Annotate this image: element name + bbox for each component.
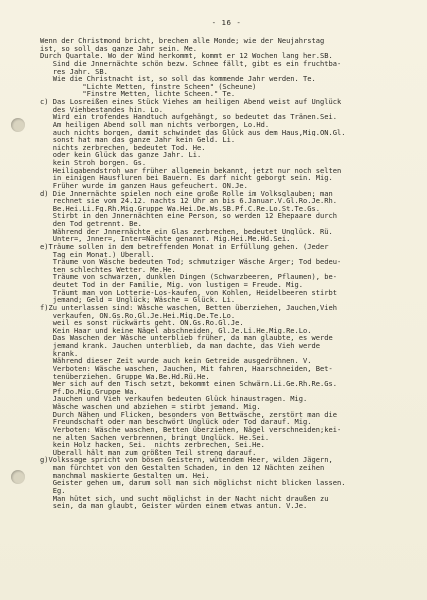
text-line: man fürchtet von den Gestalten Schaden, in den 12 Nächten zeihen: [40, 464, 325, 472]
text-line: Träume von Wäsche bedeuten Tod; schmutziger Wäsche Ärger; Tod bedeu-: [40, 258, 342, 266]
text-line: deutet Tod in der Familie, Mig. von lustigen = Freude. Mig.: [40, 281, 304, 289]
text-line: g)Volkssage spricht von bösen Geistern, wütendem Heer, wilden Jägern,: [40, 456, 333, 464]
text-line: Wer sich auf den Tisch setzt, bekommt einen Schwärn.Li.Ge.Rh.Re.Gs.: [40, 380, 337, 388]
text-line: ten schlechtes Wetter. Me.He.: [40, 265, 176, 274]
text-line: Früher wurde im ganzen Haus gefeuchert. ON.Je.: [40, 181, 248, 190]
text-line: Wäsche waschen und abziehen = stirbt jemand. Mig.: [40, 403, 261, 411]
text-line: Stirbt in den Jnnernächten eine Person, so werden 12 Ehepaare durch: [40, 212, 337, 220]
text-line: Träume von schwarzen, dunklen Dingen (Schwarzbeeren, Pflaumen), be-: [40, 273, 337, 281]
text-line: Wenn der Christmond bricht, brechen alle Monde; wie der Neujahrstag: [40, 37, 325, 45]
text-line: in einigen Hausfluren bei Bauern. Es darf nicht geborgt sein. Mig.: [40, 174, 333, 182]
text-line: Verboten: Wäsche waschen, Betten überziehen, Nägel verschneiden;kei-: [40, 425, 342, 434]
text-line: "Finstre Metten, lichte Scheen." Te.: [40, 90, 236, 98]
punch-hole: [11, 470, 25, 484]
text-line: nichts zerbrechen, bedeutet Tod. He.: [40, 143, 206, 152]
text-line: kein Stroh borgen. Gs.: [40, 159, 147, 167]
text-line: tenüberziehen. Gruppe Wa.Be.Hd.Rü.He.: [40, 372, 210, 381]
text-line: f)Zu unterlassen sind: Wäsche waschen, Betten überziehen, Jauchen,Vieh: [40, 303, 337, 312]
text-line: jemand; Geld = Unglück; Wäsche = Glück. Li.: [40, 296, 236, 304]
text-line: krank.: [40, 349, 79, 358]
text-line: weil es sonst rückwärts geht. ON.Gs.Ro.Gl.Je.: [40, 319, 244, 327]
page-number: - 16 -: [211, 18, 242, 27]
text-line: sonst hat man das ganze Jahr kein Geld. Li.: [40, 136, 236, 144]
text-line: c) Das Losreißen eines Stück Viehes am heiligen Abend weist auf Unglück: [40, 98, 342, 106]
text-line: Während der Jnnernächte ein Glas zerbrechen, bedeutet Unglück. Rü.: [40, 227, 333, 236]
text-line: oder kein Glück das ganze Jahr. Li.: [40, 151, 202, 159]
text-line: res Jahr. SB.: [40, 67, 108, 76]
text-line: Durch Nähen und Flicken, besonders von Bettwäsche, zerstört man die: [40, 410, 337, 419]
text-line: Be.Hei.Li.Fg.Rh.Mig.Gruppe Wa.Hei.De.Ws.SB.Pf.C.Re.Lo.St.Te.Gs.: [40, 204, 321, 213]
text-line: Heiligabendstroh war früher allgemein bekannt, jetzt nur noch selten: [40, 166, 342, 175]
text-line: Während dieser Zeit wurde auch kein Getreide ausgedröhnen. V.: [40, 357, 312, 365]
text-line: manchmal maskierte Gestalten um. Hei.: [40, 471, 210, 480]
text-line: "Lichte Metten, finstre Scheen" (Scheune): [40, 82, 257, 91]
text-line: Am heiligen Abend soll man nichts verborgen, Lo.Hd.: [40, 120, 270, 129]
text-line: Jauchen und Vieh verkaufen bedeuten Glück hinaustragen. Mig.: [40, 395, 308, 403]
punch-hole: [11, 118, 25, 132]
text-line: des Viehbestandes hin. Lo.: [40, 105, 164, 114]
text-line: jemand krank. Jauchen unterblieb, da man dachte, das Vieh werde: [40, 342, 321, 350]
text-line: Durch Quartale. Wo der Wind herkommt, kommt er 12 Wochen lang her.SB.: [40, 52, 333, 60]
text-line: Träumt man von Lotterie-Los-kaufen, von Kohlen, Heidelbeeren stirbt: [40, 288, 337, 297]
text-line: den Tod getrennt. Be.: [40, 220, 142, 228]
text-line: verkaufen, ON.Gs.Ro.Gl.Je.Hei.Mig.De.Te.Lo.: [40, 311, 236, 320]
text-line: Freundschaft oder man beschwört Unglück oder Tod darauf. Mig.: [40, 418, 312, 426]
text-line: Eg.: [40, 486, 66, 495]
text-line: Tag ein Monat.) Überall.: [40, 250, 155, 259]
text-line: ist, so soll das ganze Jahr sein. Me.: [40, 44, 197, 53]
text-line: Wie die Christnacht ist, so soll das kommende Jahr werden. Te.: [40, 75, 316, 83]
text-line: sein, da man glaubt, Geister würden einem etwas antun. V.Je.: [40, 502, 308, 510]
text-line: Geister gehen um, darum soll man sich möglichst nicht blicken lassen.: [40, 479, 346, 487]
text-line: rechnet sie vom 24.12. nachts 12 Uhr an bis 6.Januar.V.Gl.Ro.Je.Rh.: [40, 197, 337, 205]
text-line: Das Waschen der Wäsche unterblieb früher, da man glaubte, es werde: [40, 334, 333, 342]
text-line: auch nichts borgen, damit schwindet das Glück aus dem Haus,Mig.ON.Gl.: [40, 128, 346, 137]
text-line: d) Die Jnnernächte spielen noch eine große Rolle im Volksglauben; man: [40, 189, 333, 198]
text-line: Pf.Do.Mig.Gruppe Wa.: [40, 387, 138, 396]
text-line: Man hütet sich, und sucht möglichst in der Nacht nicht draußen zu: [40, 494, 329, 503]
text-line: Wird ein trofendes Handtuch aufgehängt, so bedeutet das Tränen.Sei.: [40, 113, 337, 121]
text-line: kein Holz hacken, Sei. nichts zerbrechen, Sei.He.: [40, 441, 265, 449]
text-line: ne alten Sachen verbrennen, bringt Unglück. He.Sei.: [40, 433, 270, 442]
text-line: Überall hält man zum größten Teil streng darauf.: [40, 448, 257, 457]
text-line: e)Träume sollen in dem betreffenden Monat in Erfüllung gehen. (Jeder: [40, 242, 329, 251]
text-line: Verboten: Wäsche waschen, Jauchen, Mit fahren, Haarschneiden, Bet-: [40, 364, 333, 373]
text-line: Kein Haar und keine Nägel abschneiden, Gl.Je.Li.He.Mig.Re.Lo.: [40, 326, 312, 335]
text-line: Unter=, Jnner=, Inter=Nächte genannt. Mig.Hei.Me.Hd.Sei.: [40, 235, 291, 243]
typed-text-body: [40, 37, 413, 510]
text-line: Sind die Jnnernächte schön bezw. Schnee fällt, gibt es ein fruchtba-: [40, 59, 342, 68]
